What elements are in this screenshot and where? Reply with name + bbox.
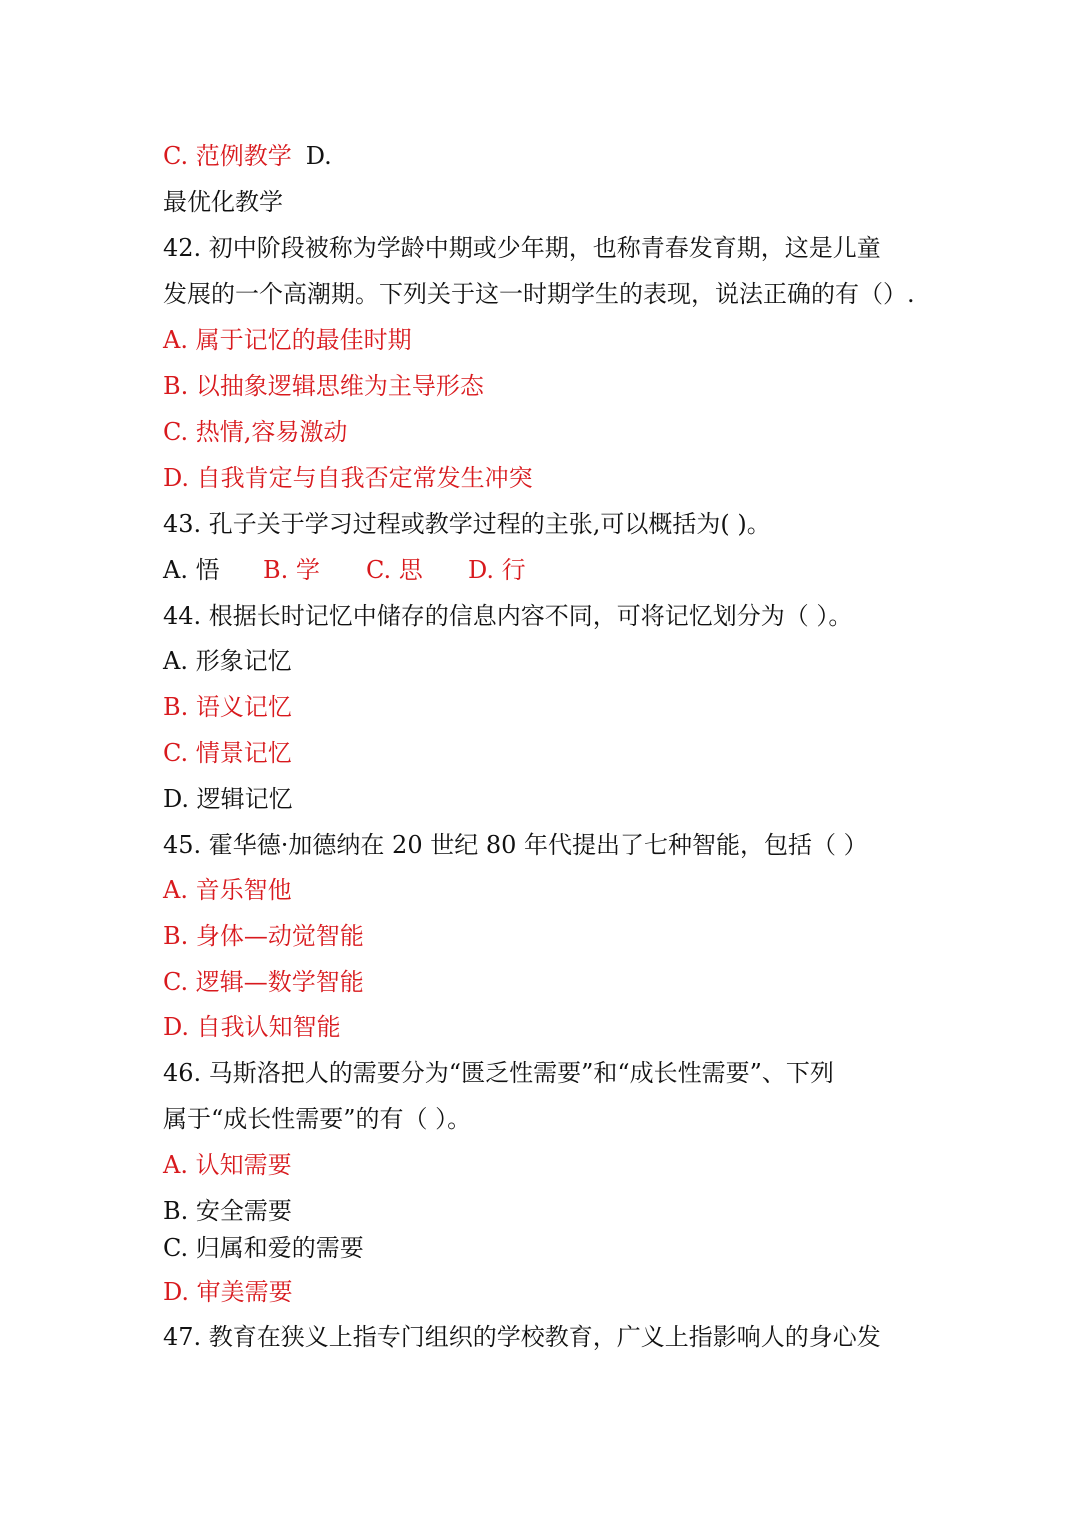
q43-option-c: C. 思 (366, 556, 423, 584)
q46-option-b: B. 安全需要 (163, 1197, 292, 1225)
q44-option-d: D. 逻辑记忆 (163, 785, 293, 813)
q44-option-c: C. 情景记忆 (163, 739, 292, 767)
q46-option-a: A. 认知需要 (163, 1151, 292, 1179)
q45-stem: 45. 霍华德·加德纳在 20 世纪 80 年代提出了七种智能，包括（ ） (163, 831, 868, 859)
q45-option-c: C. 逻辑—数学智能 (163, 968, 364, 996)
q44-option-b: B. 语义记忆 (163, 693, 292, 721)
q43-option-a: A. 悟 (163, 556, 220, 584)
q42-option-c: C. 热情,容易激动 (163, 418, 348, 446)
q42-option-b: B. 以抽象逻辑思维为主导形态 (163, 372, 484, 400)
q42-stem-line2: 发展的一个高潮期。下列关于这一时期学生的表现，说法正确的有（）. (163, 280, 915, 308)
q41-options-cd (163, 141, 332, 171)
q47-stem-line1: 47. 教育在狭义上指专门组织的学校教育，广义上指影响人的身心发 (163, 1323, 881, 1351)
q42-option-d: D. 自我肯定与自我否定常发生冲突 (163, 464, 533, 492)
q41-option-d-text: 最优化教学 (163, 188, 283, 216)
q45-option-d: D. 自我认知智能 (163, 1013, 341, 1041)
q44-stem: 44. 根据长时记忆中储存的信息内容不同，可将记忆划分为（ ）。 (163, 602, 853, 630)
q46-option-d: D. 审美需要 (163, 1278, 293, 1306)
q46-stem-line2: 属于“成长性需要”的有（ ）。 (163, 1105, 472, 1133)
q43-stem: 43. 孔子关于学习过程或教学过程的主张,可以概括为( )。 (163, 510, 771, 538)
q41-option-c: C. 范例教学 (163, 142, 292, 170)
q43-option-b: B. 学 (263, 556, 320, 584)
q42-option-a: A. 属于记忆的最佳时期 (163, 326, 412, 354)
q45-option-a: A. 音乐智他 (163, 876, 292, 904)
q45-option-b: B. 身体—动觉智能 (163, 922, 364, 950)
q46-stem-line1: 46. 马斯洛把人的需要分为“匮乏性需要”和“成长性需要”、下列 (163, 1059, 834, 1087)
q44-option-a: A. 形象记忆 (163, 647, 292, 675)
q41-option-d: D. (305, 142, 332, 170)
q43-option-d: D. 行 (468, 556, 526, 584)
q43-options (163, 555, 526, 585)
q46-option-c: C. 归属和爱的需要 (163, 1234, 364, 1262)
q42-stem-line1: 42. 初中阶段被称为学龄中期或少年期，也称青春发育期，这是儿童 (163, 234, 881, 262)
